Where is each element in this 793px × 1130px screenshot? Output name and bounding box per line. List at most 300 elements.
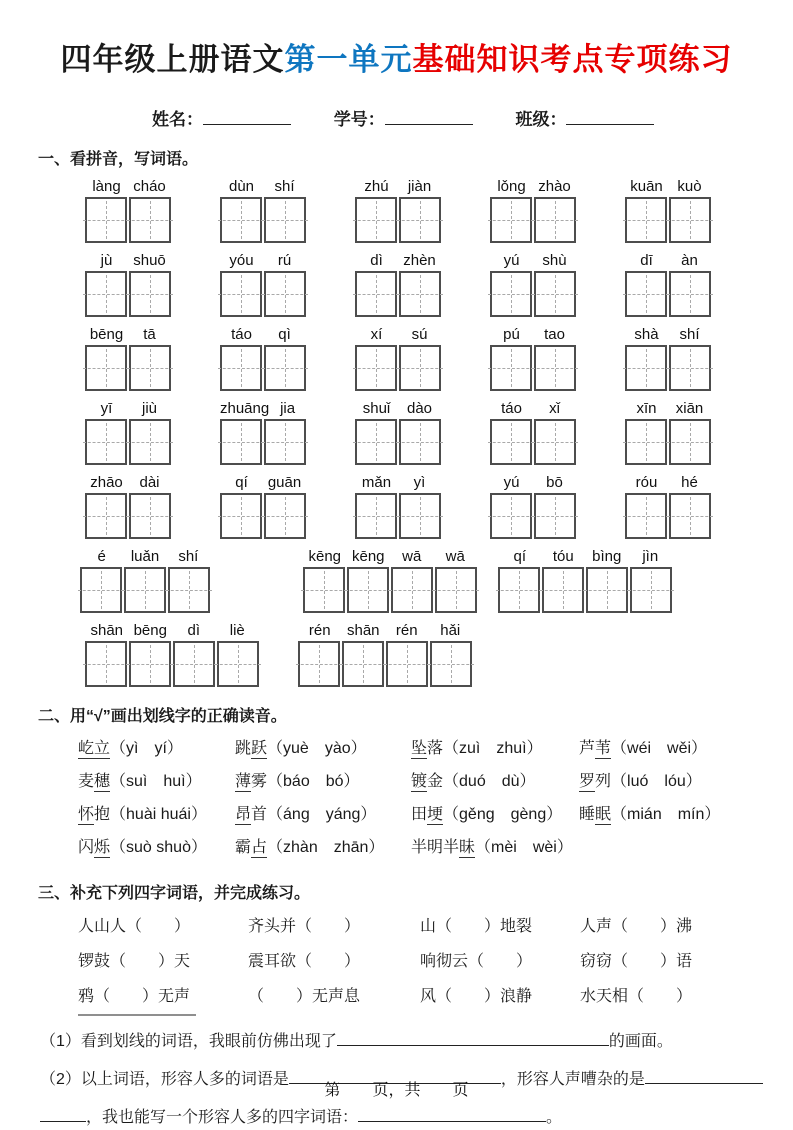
pinyin-syllable: qì [278,326,291,343]
page-title [0,34,793,79]
underlined-char: 苇 [595,740,612,757]
writing-box[interactable] [129,419,171,465]
writing-box-row [220,271,306,317]
writing-box[interactable] [399,493,441,539]
writing-box[interactable] [625,197,667,243]
pinyin-syllable: yú [503,252,520,269]
writing-box[interactable] [430,641,472,687]
pinyin-label [625,252,711,269]
writing-box[interactable] [542,567,584,613]
pinyin-word-group [355,326,441,391]
writing-box[interactable] [85,493,127,539]
pinyin-choice-item[interactable] [78,831,235,864]
pinyin-syllable: sú [411,326,428,343]
word-text: 睡 [579,806,596,823]
pinyin-options: （wéi wěi） [611,740,708,757]
idiom-completion-section [78,909,793,1016]
pinyin-word-group [303,548,477,613]
pinyin-syllable: róu [635,474,658,491]
pinyin-label [490,178,576,195]
writing-box[interactable] [630,567,672,613]
writing-box[interactable] [298,641,340,687]
pinyin-syllable: dài [139,474,160,491]
pinyin-options: （suì huì） [110,773,202,790]
word-text: 麦 [78,773,95,790]
idiom-item[interactable]: （ ）无声息 [248,988,361,1005]
writing-box[interactable] [129,493,171,539]
writing-box[interactable] [534,345,576,391]
pinyin-syllable: shí [178,548,199,565]
pinyin-syllable: làng [92,178,121,195]
writing-box[interactable] [534,493,576,539]
pinyin-label [220,474,306,491]
question-2-continued [40,1106,793,1130]
writing-box[interactable] [669,419,711,465]
writing-box[interactable] [264,419,306,465]
writing-box[interactable] [264,271,306,317]
pinyin-syllable: kēng [351,548,385,565]
word-text: 雾 [251,773,268,790]
pinyin-syllable: yī [100,400,113,417]
pinyin-choice-item[interactable] [411,732,579,765]
question-1-tail: 的画面。 [608,1033,673,1050]
pinyin-choice-item[interactable] [78,732,235,765]
writing-box[interactable] [490,197,532,243]
writing-box[interactable] [386,641,428,687]
pinyin-syllable: wā [445,548,465,565]
word-text: 霸 [235,839,252,856]
pinyin-syllable: hé [681,474,698,491]
idiom-item[interactable]: 响彻云（ ） [420,953,533,970]
pinyin-syllable: shí [274,178,295,195]
question-2-end: 。 [546,1109,563,1126]
writing-box[interactable] [173,641,215,687]
pinyin-word-group [85,326,171,391]
pinyin-word-group [85,474,171,539]
pinyin-options: （duó dù） [443,773,536,790]
pinyin-label [85,622,259,639]
pinyin-syllable: bìng [592,548,622,565]
underlined-char: 镀 [411,773,428,790]
writing-box-row [85,493,171,539]
pinyin-syllable: xīn [636,400,657,417]
writing-box[interactable] [399,271,441,317]
pinyin-label [85,178,171,195]
pinyin-options: （zhàn zhān） [267,839,385,856]
underlined-char: 跃 [251,740,268,757]
idiom-item[interactable]: 齐头并（ ） [248,918,361,935]
writing-box-row [490,345,576,391]
writing-box[interactable] [490,419,532,465]
underlined-char: 埂 [427,806,444,823]
class-blank[interactable] [566,110,654,125]
pinyin-word-group [85,400,171,465]
idiom-item-underlined[interactable]: 鸦（ ）无声 [78,979,196,1016]
pinyin-syllable: tao [544,326,565,343]
writing-box-row [355,271,441,317]
pinyin-word-group [625,178,711,243]
pinyin-word-group [85,252,171,317]
writing-box[interactable] [399,419,441,465]
pinyin-label [355,326,441,343]
pinyin-syllable: cháo [133,178,166,195]
pinyin-label [85,474,171,491]
pinyin-syllable: guān [267,474,302,491]
pinyin-syllable: jìn [642,548,659,565]
pinyin-row [0,326,793,391]
writing-box[interactable] [217,641,259,687]
underlined-char: 薄 [235,773,252,790]
writing-box[interactable] [355,345,397,391]
pinyin-syllable: lǒng [497,178,526,195]
writing-box-row [80,567,210,613]
word-text: 田 [411,806,428,823]
pinyin-syllable: qí [513,548,526,565]
writing-box-row [85,641,259,687]
pinyin-syllable: pú [503,326,520,343]
pinyin-choice-item[interactable] [235,831,411,864]
writing-box[interactable] [625,345,667,391]
writing-box[interactable] [399,197,441,243]
pinyin-syllable: zhèn [403,252,436,269]
pinyin-syllable: liè [229,622,245,639]
writing-box[interactable] [85,197,127,243]
pinyin-syllable: àn [681,252,698,269]
writing-box[interactable] [220,419,262,465]
pinyin-word-group [220,400,306,465]
idiom-item[interactable]: 窃窃（ ）语 [580,953,693,970]
writing-box[interactable] [625,271,667,317]
pinyin-options: （luó lóu） [611,773,702,790]
word-text: 金 [427,773,444,790]
pinyin-word-group [355,178,441,243]
writing-box[interactable] [220,197,262,243]
underlined-char: 昂 [235,806,252,823]
pinyin-options: （báo bó） [267,773,360,790]
pinyin-word-group [625,474,711,539]
writing-box[interactable] [264,345,306,391]
pinyin-options: （zuì zhuì） [443,740,543,757]
pinyin-choice-item[interactable] [411,798,579,831]
pinyin-syllable: dī [640,252,653,269]
pinyin-label [490,474,576,491]
idiom-item[interactable]: 人声（ ）沸 [580,918,693,935]
writing-box[interactable] [391,567,433,613]
pinyin-choice-item[interactable] [411,765,579,798]
pinyin-word-group [220,178,306,243]
writing-box-row [490,197,576,243]
pinyin-syllable: bō [546,474,563,491]
writing-box-row [625,345,711,391]
pinyin-choice-item[interactable] [78,765,235,798]
question-1 [40,1030,793,1054]
writing-box-row [85,345,171,391]
pinyin-label [220,178,306,195]
pinyin-syllable: xiān [675,400,704,417]
writing-box[interactable] [355,197,397,243]
pinyin-row [0,252,793,317]
pinyin-word-group [490,252,576,317]
pinyin-syllable: luǎn [130,548,160,565]
pinyin-word-group [85,622,259,687]
writing-box[interactable] [85,345,127,391]
page-footer: 第 页，共 页 [324,1082,469,1099]
pinyin-word-group [490,326,576,391]
pinyin-syllable: zhuāng [220,400,270,417]
writing-box[interactable] [355,271,397,317]
word-text: 芦 [579,740,596,757]
pinyin-label [355,400,441,417]
question-1-text: （1）看到划线的词语，我眼前仿佛出现了 [40,1033,337,1050]
pinyin-options: （yì yí） [110,740,183,757]
writing-box[interactable] [264,197,306,243]
writing-box[interactable] [168,567,210,613]
writing-box[interactable] [85,271,127,317]
pinyin-syllable: shuō [133,252,166,269]
writing-box[interactable] [669,493,711,539]
idiom-item[interactable]: 山（ ）地裂 [420,918,533,935]
writing-box-row [85,197,171,243]
writing-box-row [490,493,576,539]
writing-box-row [625,419,711,465]
title-black-part: 四年级上册语文 [60,42,285,77]
writing-box-row [220,197,306,243]
writing-box-row [220,419,306,465]
pinyin-label [625,178,711,195]
writing-box[interactable] [303,567,345,613]
pinyin-word-group [490,178,576,243]
pinyin-syllable: qí [235,474,248,491]
pinyin-label [85,326,171,343]
answer-blank[interactable] [358,1107,546,1122]
writing-box-row [85,271,171,317]
writing-box-row [355,345,441,391]
writing-box[interactable] [129,271,171,317]
writing-box-row [298,641,472,687]
name-blank[interactable] [203,110,291,125]
pinyin-choice-item[interactable] [235,732,411,765]
pinyin-options: （suò shuò） [110,839,207,856]
pinyin-syllable: é [97,548,106,565]
pinyin-label [220,326,306,343]
idiom-item[interactable]: 震耳欲（ ） [248,953,361,970]
pinyin-syllable: tóu [552,548,574,565]
section1-heading: 一、看拼音，写词语。 [38,151,199,168]
pinyin-label [220,400,306,417]
pinyin-syllable: dì [370,252,383,269]
student-id-blank[interactable] [385,110,473,125]
pinyin-word-group [355,252,441,317]
pinyin-label [355,474,441,491]
student-id-label: 学号： [333,110,385,129]
writing-box[interactable] [669,271,711,317]
pinyin-choice-item[interactable] [78,798,235,831]
writing-box[interactable] [85,641,127,687]
pinyin-syllable: zhào [538,178,571,195]
pinyin-label [355,178,441,195]
pinyin-choice-item[interactable] [411,831,579,864]
pinyin-syllable: bēng [89,326,124,343]
word-text: 半明半 [411,839,460,856]
pinyin-syllable: dùn [228,178,255,195]
writing-box[interactable] [534,197,576,243]
pinyin-label [625,400,711,417]
writing-box-row [625,197,711,243]
writing-box[interactable] [625,493,667,539]
pinyin-syllable: bēng [133,622,167,639]
writing-box[interactable] [264,493,306,539]
pinyin-syllable: jù [100,252,113,269]
pinyin-choice-item[interactable] [235,798,411,831]
pinyin-syllable: shù [542,252,567,269]
writing-box[interactable] [347,567,389,613]
pinyin-syllable: kuò [677,178,702,195]
pinyin-options: （mián mín） [611,806,721,823]
pinyin-syllable: wā [402,548,422,565]
pinyin-word-group [490,474,576,539]
writing-box[interactable] [435,567,477,613]
pinyin-syllable: zhāo [90,474,123,491]
word-text: 落 [427,740,444,757]
writing-box-row [490,271,576,317]
pinyin-syllable: xí [370,326,383,343]
idiom-item[interactable]: 风（ ）浪静 [420,988,533,1005]
question-2-continued-text: ，我也能写一个形容人多的四字词语： [86,1109,359,1126]
underlined-char: 屹立 [78,740,111,757]
pinyin-choice-item[interactable] [235,765,411,798]
pinyin-label [220,252,306,269]
pinyin-word-group [625,326,711,391]
pinyin-syllable: yú [503,474,520,491]
pinyin-label [298,622,472,639]
writing-box[interactable] [220,345,262,391]
writing-box[interactable] [220,493,262,539]
pinyin-syllable: dì [187,622,200,639]
title-red-part: 基础知识考点专项练习 [412,42,733,77]
pinyin-syllable: kēng [308,548,342,565]
writing-box[interactable] [490,345,532,391]
writing-box[interactable] [534,271,576,317]
word-text: 闪 [78,839,95,856]
writing-box[interactable] [129,345,171,391]
pinyin-syllable: rén [395,622,418,639]
writing-box[interactable] [85,419,127,465]
pinyin-syllable: yóu [229,252,254,269]
pinyin-options: （áng yáng） [267,806,377,823]
answer-blank[interactable] [40,1107,86,1122]
writing-box[interactable] [490,493,532,539]
pinyin-word-group [80,548,210,613]
pronunciation-choice-section [78,732,793,864]
writing-box[interactable] [625,419,667,465]
pinyin-syllable: kuān [630,178,663,195]
writing-box[interactable] [129,641,171,687]
pinyin-word-group [355,474,441,539]
writing-box[interactable] [490,271,532,317]
pinyin-syllable: dào [406,400,433,417]
pinyin-label [490,400,576,417]
pinyin-choice-item[interactable] [579,765,793,798]
writing-box[interactable] [124,567,166,613]
idiom-item[interactable]: 人山人（ ） [78,918,191,935]
pinyin-label [498,548,672,565]
pinyin-syllable: tā [143,326,156,343]
underlined-char: 眠 [595,806,612,823]
pinyin-word-group [355,400,441,465]
writing-box[interactable] [355,419,397,465]
pinyin-choice-item[interactable] [579,732,793,765]
writing-box-row [220,493,306,539]
idiom-item[interactable]: 水天相（ ） [580,988,693,1005]
pinyin-syllable: shà [634,326,659,343]
pinyin-row [0,548,793,613]
pinyin-row [0,400,793,465]
writing-box[interactable] [220,271,262,317]
pinyin-syllable: jia [280,400,296,417]
pinyin-syllable: mǎn [361,474,392,491]
writing-box[interactable] [342,641,384,687]
word-text: 跳 [235,740,252,757]
word-text: 列 [595,773,612,790]
name-label: 姓名： [152,110,203,129]
pinyin-word-group [498,548,672,613]
underlined-char: 坠 [411,740,428,757]
underlined-char: 昧 [459,839,476,856]
pinyin-word-group [220,326,306,391]
pinyin-syllable: shí [679,326,700,343]
writing-box-row [303,567,477,613]
idiom-item[interactable]: 锣鼓（ ）天 [78,953,191,970]
pinyin-options: （gěng gèng） [443,806,563,823]
writing-box[interactable] [399,345,441,391]
class-label: 班级： [515,110,567,129]
writing-box[interactable] [669,345,711,391]
underlined-char: 烁 [94,839,111,856]
writing-box[interactable] [669,197,711,243]
title-blue-part: 第一单元 [284,42,413,77]
writing-box[interactable] [534,419,576,465]
pinyin-label [490,252,576,269]
pinyin-syllable: táo [501,400,522,417]
writing-box[interactable] [80,567,122,613]
writing-box[interactable] [129,197,171,243]
pinyin-syllable: zhú [364,178,389,195]
pinyin-choice-item[interactable] [579,798,793,831]
pinyin-label [355,252,441,269]
question-2-mid: ，形容人声嘈杂的是 [500,1071,645,1088]
answer-blank[interactable] [337,1031,609,1046]
writing-box[interactable] [498,567,540,613]
writing-box-row [355,493,441,539]
pinyin-word-group [298,622,472,687]
pinyin-syllable: shān [346,622,380,639]
pinyin-word-group [625,400,711,465]
pinyin-word-group [220,252,306,317]
pinyin-syllable: shuǐ [362,400,391,417]
writing-box[interactable] [355,493,397,539]
pinyin-word-group [625,252,711,317]
underlined-char: 穗 [94,773,111,790]
writing-box-row [355,197,441,243]
underlined-char: 罗 [579,773,596,790]
writing-box[interactable] [586,567,628,613]
word-text: 首 [251,806,268,823]
pinyin-syllable: jiù [141,400,157,417]
pinyin-syllable: rú [277,252,292,269]
pinyin-options: （huài huái） [110,806,207,823]
pinyin-options: （mèi wèi） [475,839,573,856]
pinyin-row [0,622,793,687]
